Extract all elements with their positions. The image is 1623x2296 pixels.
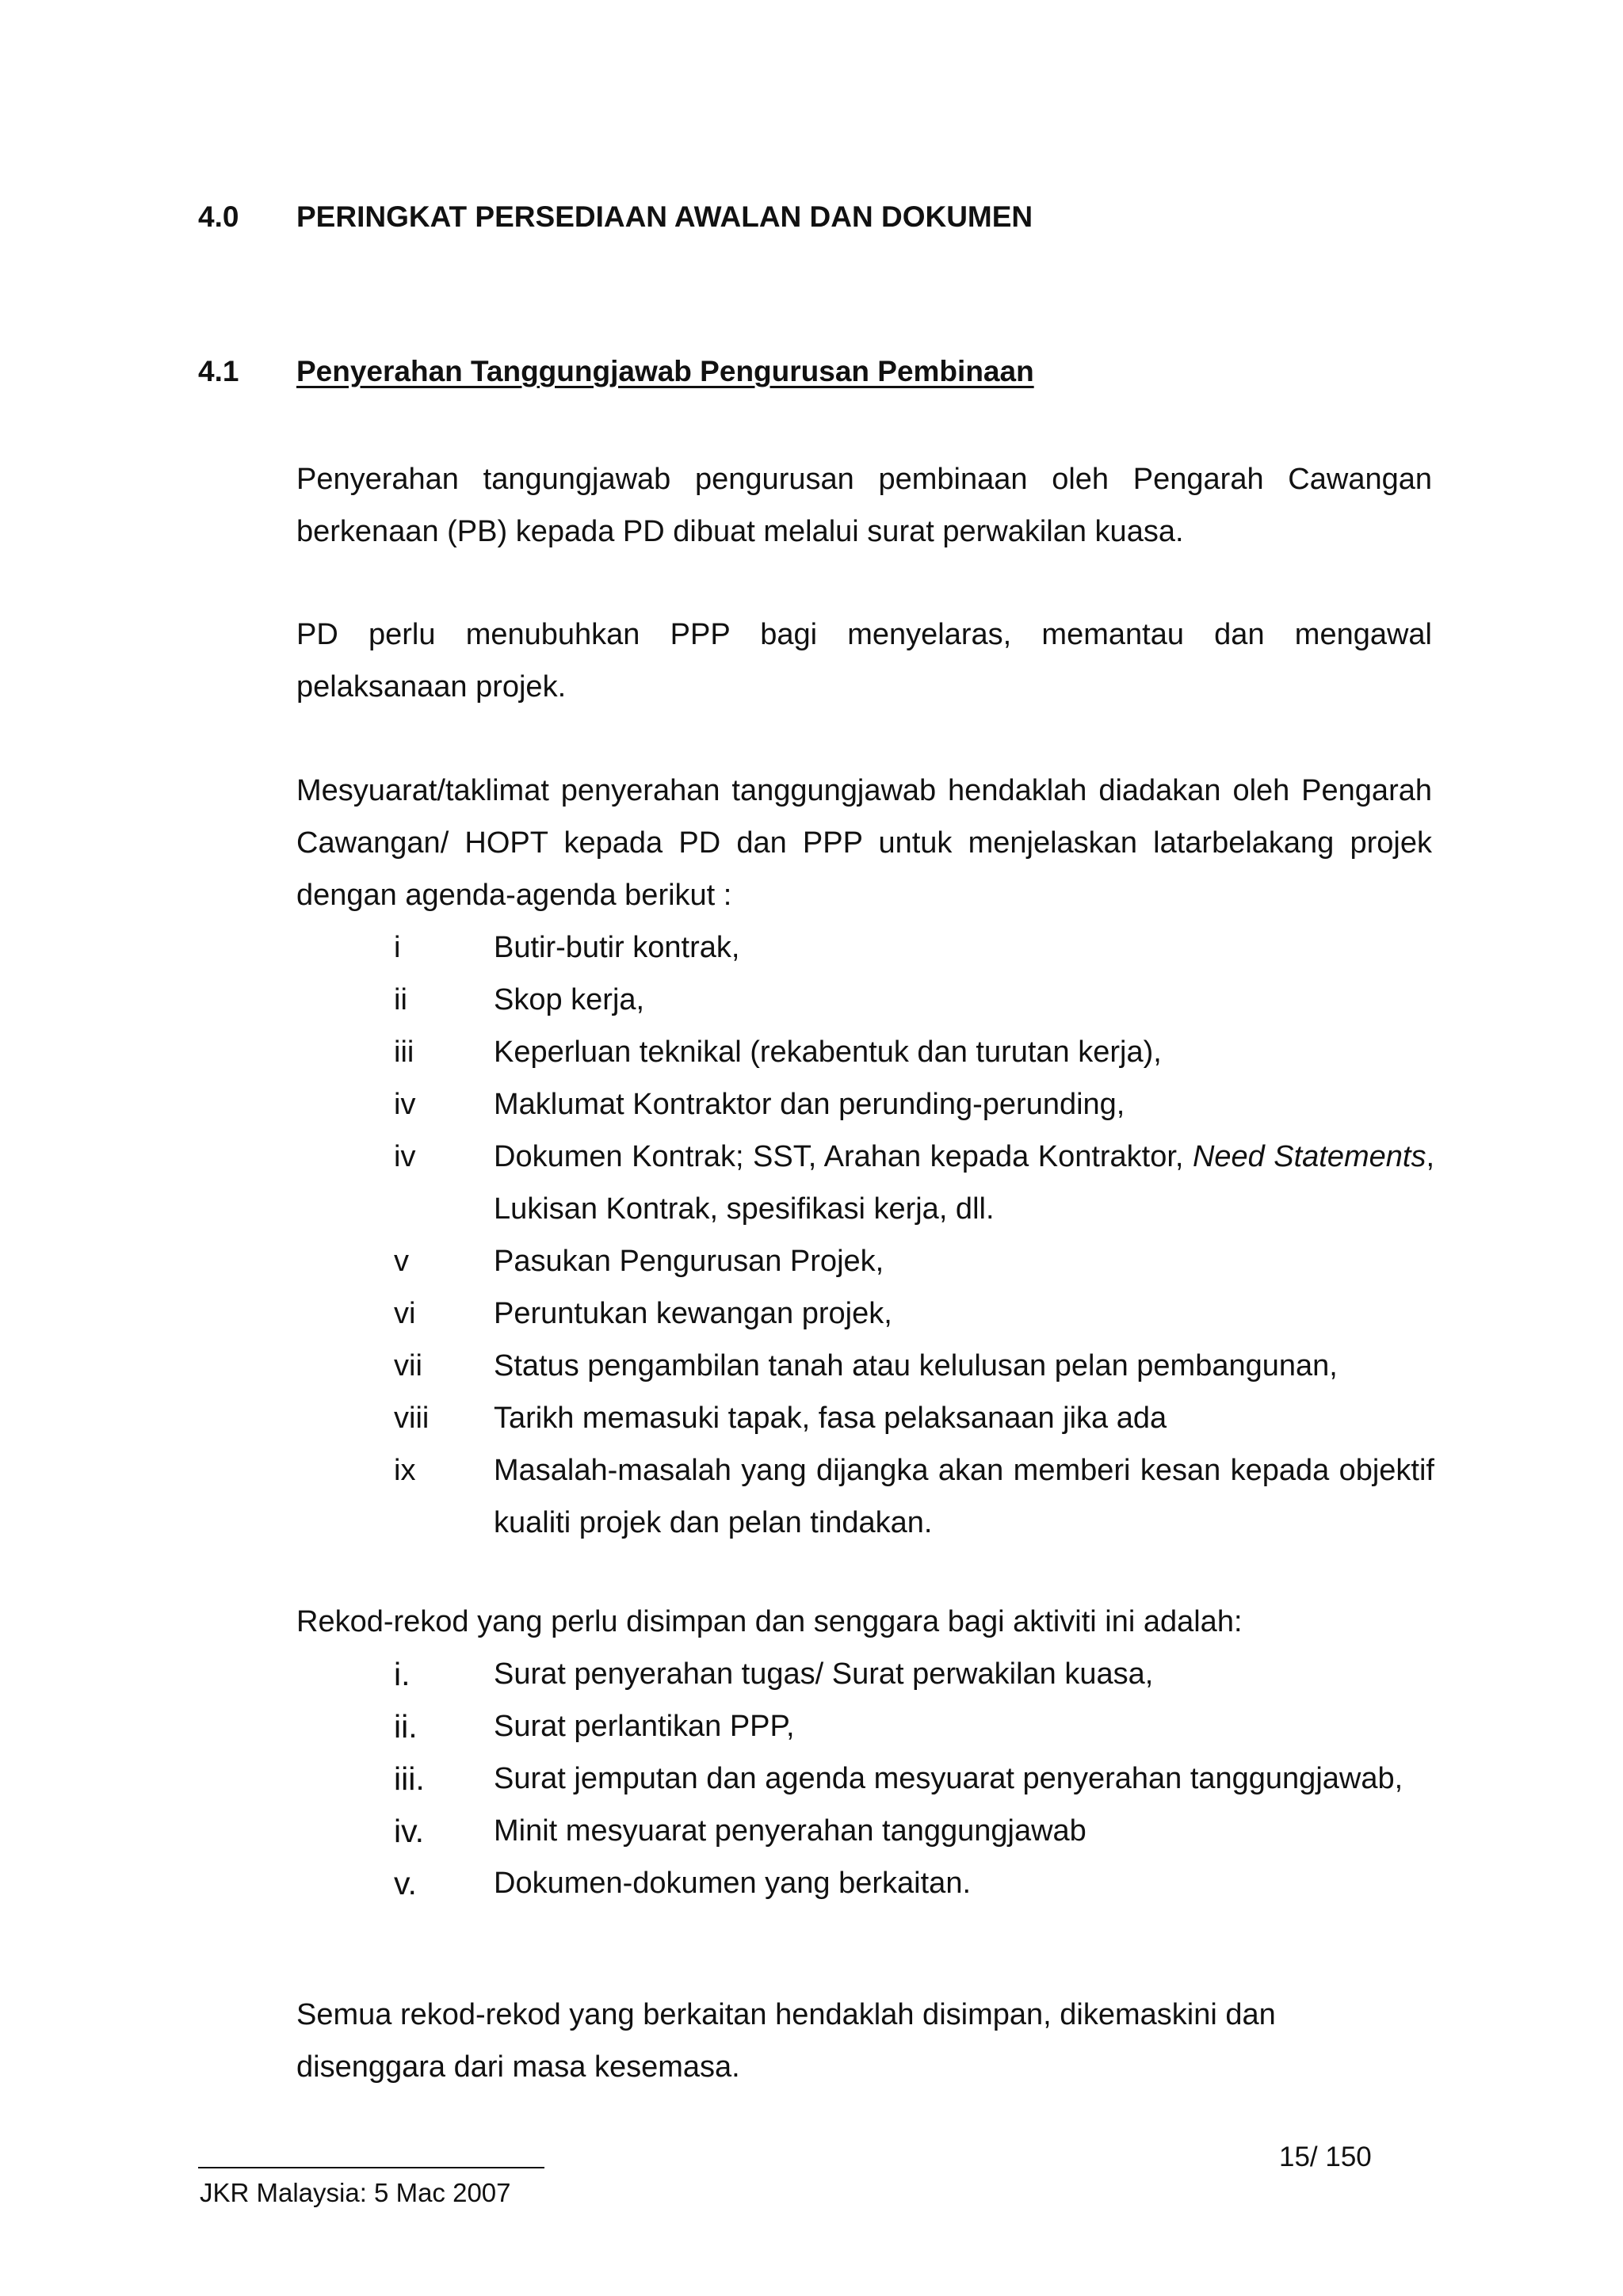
list-item	[296, 1700, 1434, 1753]
records-list	[296, 1648, 1434, 1909]
section-number: 4.0	[198, 200, 239, 233]
paragraph-records: Rekod-rekod yang perlu disimpan dan senggara bagi aktiviti ini adalah:	[296, 1605, 1243, 1638]
list-marker: v	[394, 1245, 409, 1278]
section-title: PERINGKAT PERSEDIAAN AWALAN DAN DOKUMEN	[296, 200, 1033, 233]
list-item-text: Tarikh memasuki tapak, fasa pelaksanaan jika ada	[494, 1402, 1167, 1435]
list-item-text: Surat penyerahan tugas/ Surat perwakilan kuasa,	[494, 1657, 1154, 1691]
list-item	[296, 1444, 1434, 1549]
list-item	[296, 1648, 1434, 1700]
list-item-text: Status pengambilan tanah atau kelulusan pelan pembangunan,	[494, 1349, 1338, 1383]
list-item	[296, 1287, 1434, 1340]
list-marker: i.	[394, 1656, 411, 1692]
list-marker: ii.	[394, 1708, 418, 1745]
list-item-text-part: , Lukisan Kontrak, spesifikasi kerja, dll.	[494, 1140, 1435, 1226]
list-marker: v.	[394, 1865, 417, 1901]
list-item-text: Surat jemputan dan agenda mesyuarat penyerahan tanggungjawab,	[494, 1762, 1403, 1795]
list-marker: iv.	[394, 1813, 424, 1849]
list-item-text: Peruntukan kewangan projek,	[494, 1297, 892, 1330]
list-marker: iii	[394, 1035, 414, 1069]
list-marker: ix	[394, 1454, 416, 1487]
paragraph-ppp: PD perlu menubuhkan PPP bagi menyelaras, memantau dan mengawal pelaksanaan projek.	[296, 618, 1432, 704]
subsection-number: 4.1	[198, 355, 239, 387]
agenda-list	[296, 921, 1434, 1549]
list-marker: iv	[394, 1140, 416, 1173]
paragraph-handover: Penyerahan tangungjawab pengurusan pembinaan oleh Pengarah Cawangan berkenaan (PB) kepada PD dibuat melalui surat perwakilan kuasa.	[296, 463, 1432, 548]
paragraph-closing: Semua rekod-rekod yang berkaitan hendaklah disimpan, dikemaskini dan disenggara dari masa kesemasa.	[296, 1998, 1276, 2084]
list-item-text: Pasukan Pengurusan Projek,	[494, 1245, 884, 1278]
list-item-text: Dokumen-dokumen yang berkaitan.	[494, 1867, 972, 1900]
list-item-text: Maklumat Kontraktor dan perunding-perunding,	[494, 1088, 1125, 1121]
list-item-text: Surat perlantikan PPP,	[494, 1710, 795, 1743]
list-item-text: Minit mesyuarat penyerahan tanggungjawab	[494, 1814, 1086, 1848]
page-number: 15/ 150	[1279, 2142, 1372, 2172]
list-item	[296, 1340, 1434, 1392]
list-item	[296, 1392, 1434, 1444]
list-marker: ii	[394, 983, 407, 1016]
list-item-text-part: Dokumen Kontrak; SST, Arahan kepada Kontraktor,	[494, 1140, 1184, 1173]
list-marker: vi	[394, 1297, 416, 1330]
list-marker: viii	[394, 1402, 430, 1435]
list-marker: vii	[394, 1349, 422, 1383]
subsection-title: Penyerahan Tanggungjawab Pengurusan Pembinaan	[296, 355, 1034, 387]
list-item	[296, 1026, 1434, 1078]
list-item-text: Skop kerja,	[494, 983, 645, 1016]
list-item	[296, 1753, 1434, 1805]
list-marker: iii.	[394, 1760, 425, 1797]
paragraph-meeting: Mesyuarat/taklimat penyerahan tanggungjawab hendaklah diadakan oleh Pengarah Cawangan/ HOPT kepada PD dan PPP untuk menjelaskan latarbelakang projek dengan agenda-agenda berikut :	[296, 774, 1432, 912]
list-item-text: Keperluan teknikal (rekabentuk dan turutan kerja),	[494, 1035, 1162, 1069]
list-item-text: Butir-butir kontrak,	[494, 931, 740, 964]
footer-text: JKR Malaysia: 5 Mac 2007	[200, 2178, 511, 2207]
footer-divider	[198, 2167, 544, 2168]
list-item	[296, 974, 1434, 1026]
list-item-text: Masalah-masalah yang dijangka akan memberi kesan kepada objektif kualiti projek dan pelan tindakan.	[494, 1454, 1434, 1539]
list-item	[296, 1131, 1434, 1235]
list-item	[296, 1805, 1434, 1857]
list-item	[296, 1857, 1434, 1909]
list-item	[296, 921, 1434, 974]
list-item-italic-text: Need Statements	[1192, 1140, 1426, 1173]
list-marker: iv	[394, 1088, 416, 1121]
list-item-text	[494, 1131, 1434, 1235]
list-item	[296, 1078, 1434, 1131]
list-marker: i	[394, 931, 401, 964]
list-item	[296, 1235, 1434, 1287]
